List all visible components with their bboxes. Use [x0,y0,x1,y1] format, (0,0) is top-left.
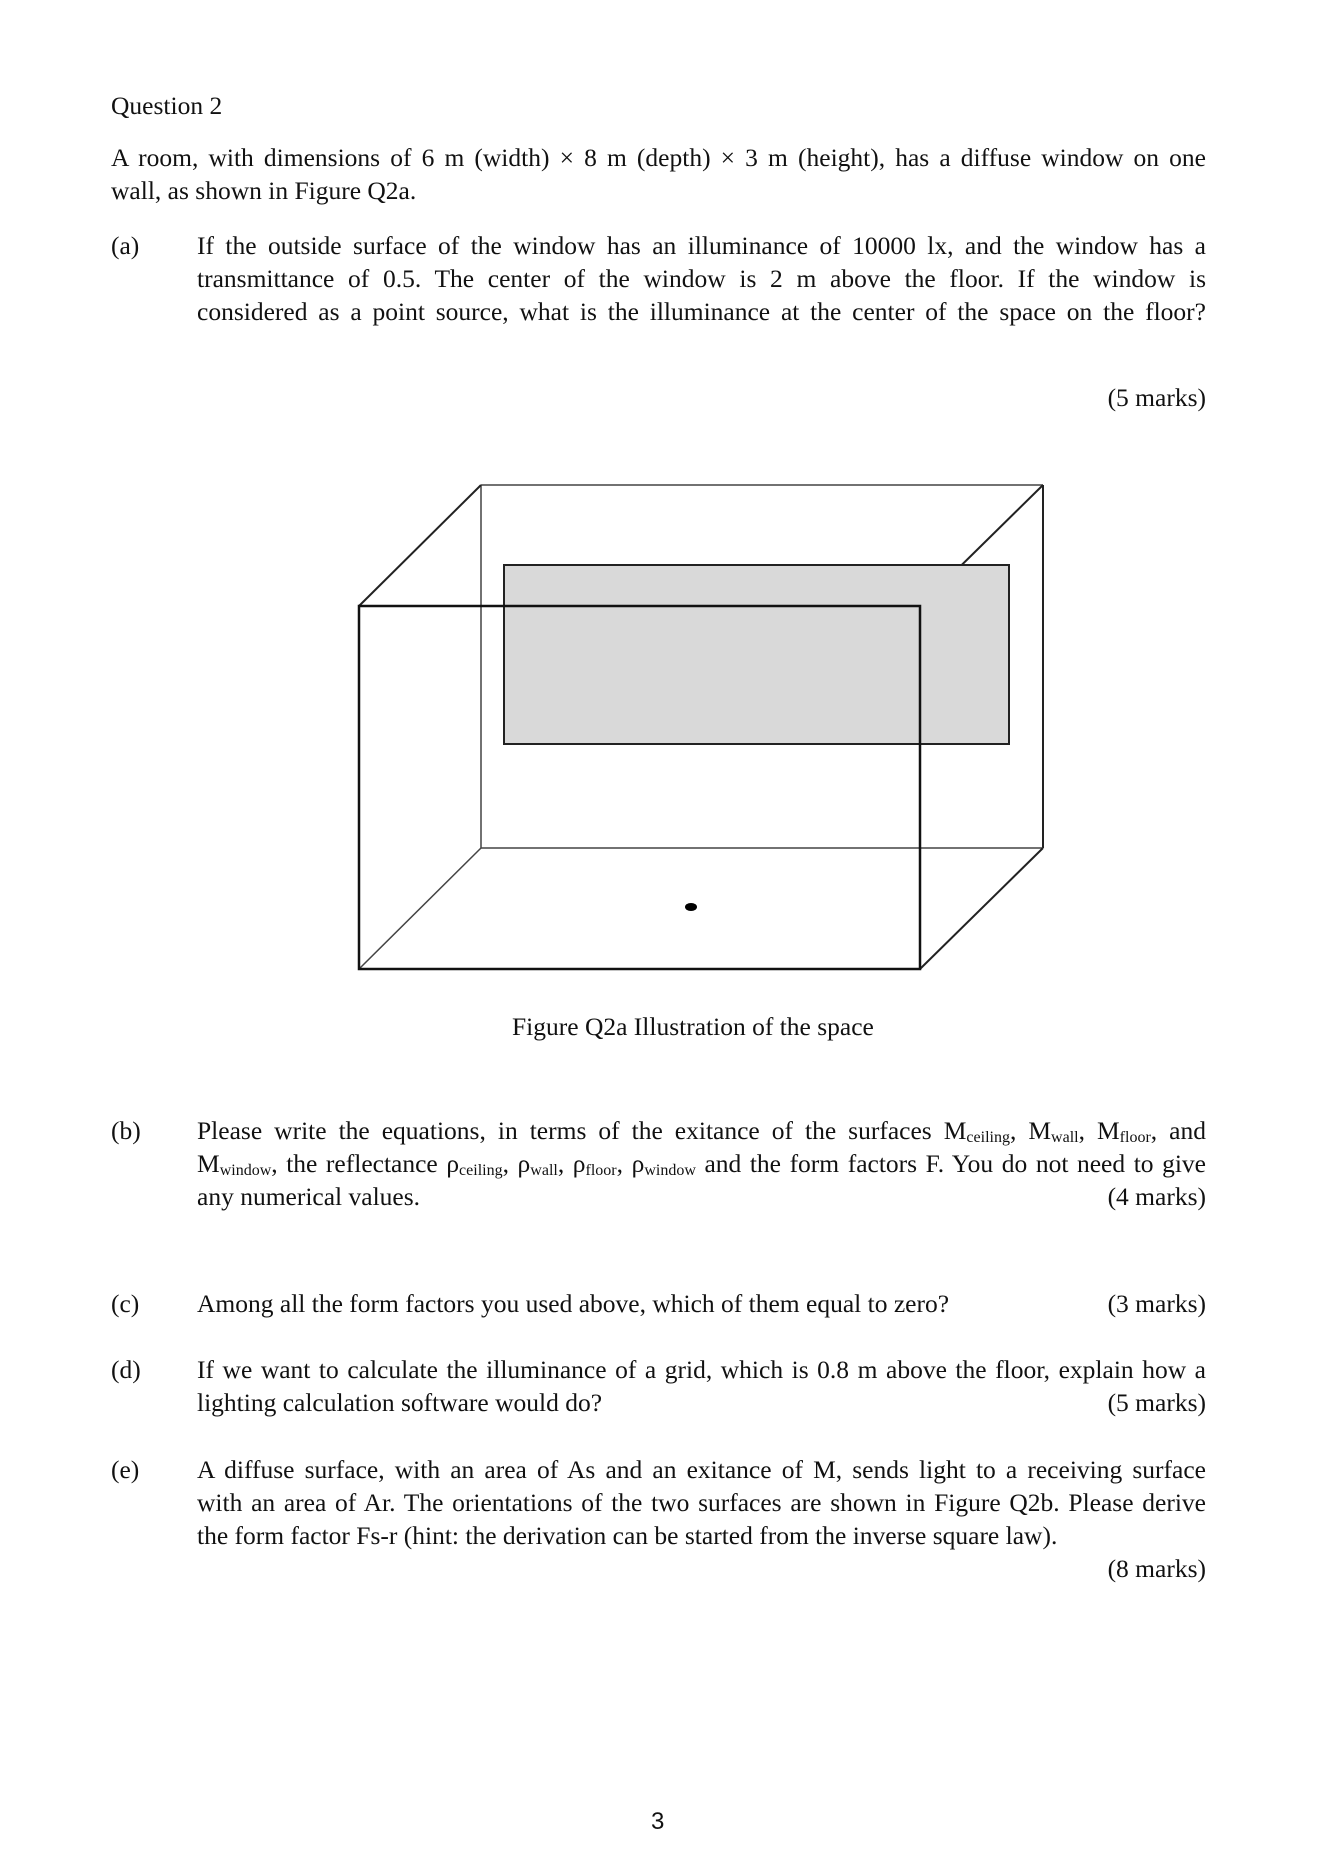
part-b-line-2: $M_{window}$, the reflectance $\rho_{ceiling}$, $\rho_{wall}$, $\rho_{floor}$, $\rho_{window}$ and the form factors F. You do not need to give [197,1149,1207,1179]
part-a-label: (a) [111,231,140,260]
part-e-line-1: A diffuse surface, with an area of As and an exitance of M, sends light to a receiving surface [197,1455,1206,1484]
window-rectangle [504,565,1009,744]
part-a-line-1: If the outside surface of the window has an illuminance of 10000 lx, and the window has a [197,231,1206,260]
depth-edge-top-left [359,485,481,606]
part-c-marks: (3 marks) [1107,1289,1206,1318]
part-d-label: (d) [111,1355,141,1384]
part-e-line-3: the form factor Fs-r (hint: the derivation can be started from the inverse square law). [197,1521,1058,1550]
part-d-marks: (5 marks) [1107,1388,1206,1417]
depth-edge-bottom-right [920,848,1043,969]
figure-caption: Figure Q2a Illustration of the space [512,1012,874,1041]
front-face [359,606,920,969]
part-b-line-3: any numerical values. [197,1182,421,1211]
part-c-label: (c) [111,1289,140,1318]
floor-center-dot [685,903,697,911]
part-b-marks: (4 marks) [1107,1182,1206,1211]
intro-line-2: wall, as shown in Figure Q2a. [111,176,417,205]
part-a-marks: (5 marks) [1107,383,1206,412]
part-a-line-3: considered as a point source, what is the illuminance at the center of the space on the floor? [197,297,1206,326]
part-e-label: (e) [111,1455,140,1484]
depth-edge-bottom-left [359,848,481,969]
part-c-line-1: Among all the form factors you used above, which of them equal to zero? [197,1289,950,1318]
depth-edge-top-right [920,485,1043,606]
question-title: Question 2 [111,91,223,120]
part-e-marks: (8 marks) [1107,1554,1206,1583]
page-number: 3 [651,1808,665,1835]
part-d-line-2: lighting calculation software would do? [197,1388,603,1417]
part-b-line-1: Please write the equations, in terms of the exitance of the surfaces $M_{ceiling}$, $M_{wall}$, $M_{floor}$, and [197,1116,1206,1146]
part-b-label: (b) [111,1116,141,1145]
part-a-line-2: transmittance of 0.5. The center of the window is 2 m above the floor. If the window is [197,264,1206,293]
part-e-line-2: with an area of Ar. The orientations of the two surfaces are shown in Figure Q2b. Please derive [197,1488,1206,1517]
part-d-line-1: If we want to calculate the illuminance of a grid, which is 0.8 m above the floor, explain how a [197,1355,1206,1384]
intro-line-1: A room, with dimensions of 6 m (width) × 8 m (depth) × 3 m (height), has a diffuse window on one [111,143,1206,172]
